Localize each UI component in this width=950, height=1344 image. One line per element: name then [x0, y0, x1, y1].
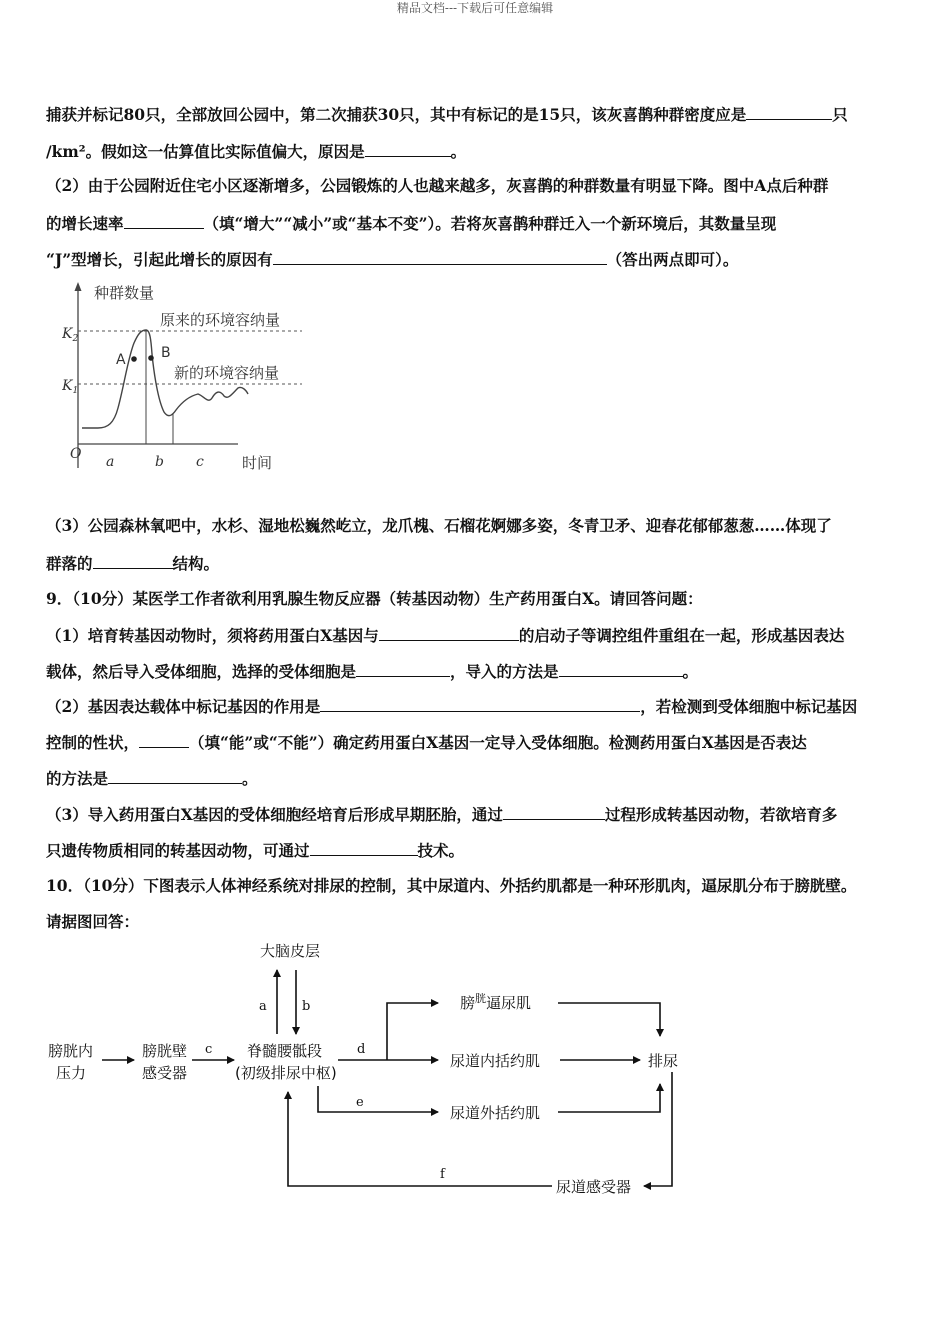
text-line-l7 — [46, 552, 219, 575]
point-b-label: B — [161, 345, 171, 361]
text-segment: （2）基因表达载体中标记基因的作用是 — [46, 697, 321, 716]
label-f: f — [440, 1167, 445, 1182]
text-segment: /km²。假如这一估算值比实际值偏大，原因是 — [46, 142, 365, 161]
spinal-center-label-1: 脊髓腰骶段 — [247, 1042, 323, 1060]
text-line-l8 — [46, 588, 703, 610]
detrusor-label: 膀$^胱$逼尿肌 — [460, 992, 532, 1012]
text-segment: （填“能”或“不能”）确定药用蛋白X基因一定导入受体细胞。检测药用蛋白X基因是否表达 — [189, 733, 807, 752]
text-line-l17 — [46, 911, 139, 933]
text-line-l9 — [46, 624, 844, 647]
text-segment: （2）由于公园附近住宅小区逐渐增多，公园锻炼的人也越来越多，灰喜鹊的种群数量有明显下降。图中A点后种群 — [46, 176, 829, 195]
text-segment: 。 — [450, 142, 467, 161]
answer-blank[interactable] — [379, 624, 519, 641]
text-segment: ，导入的方法是 — [450, 662, 559, 681]
answer-blank[interactable] — [310, 839, 418, 856]
page-header: 精品文档---下载后可任意编辑 — [396, 1, 554, 15]
text-line-l3 — [46, 175, 828, 197]
text-line-l10 — [46, 660, 698, 683]
k2-label: $K_2$ — [62, 326, 79, 344]
text-segment: ，若检测到受体细胞中标记基因 — [640, 697, 858, 716]
point-a-marker — [131, 356, 137, 362]
tick-c-label: c — [196, 454, 204, 470]
text-segment: 的启动子等调控组件重组在一起，形成基因表达 — [518, 626, 845, 645]
text-segment: 的方法是 — [46, 769, 109, 788]
spinal-center-label-2: (初级排尿中枢) — [235, 1064, 337, 1082]
text-segment: 。 — [682, 662, 699, 681]
answer-blank[interactable] — [139, 731, 189, 748]
answer-blank[interactable] — [124, 212, 204, 229]
arrow-to-urethra-receptor — [644, 1072, 672, 1186]
tick-a-label: a — [106, 454, 115, 470]
population-graph — [62, 278, 322, 478]
answer-blank[interactable] — [746, 103, 832, 120]
text-segment: 结构。 — [172, 554, 220, 573]
text-line-l5 — [46, 248, 738, 271]
arrow-d-branch — [387, 1003, 438, 1060]
text-line-l12 — [46, 731, 807, 754]
bladder-receptor-label-1: 膀胱壁 — [142, 1042, 188, 1060]
urination-label: 排尿 — [648, 1052, 679, 1070]
urination-control-diagram — [40, 936, 740, 1206]
new-capacity-label: 新的环境容纳量 — [174, 364, 280, 382]
text-segment: 捕获并标记80只，全部放回公园中，第二次捕获30只，其中有标记的是15只，该灰喜鹊种群密度应是 — [46, 105, 747, 124]
text-segment: 10．（10分）下图表示人体神经系统对排尿的控制，其中尿道内、外括约肌都是一种环形肌肉，逼尿肌分布于膀胱壁。 — [46, 876, 857, 895]
text-segment: （3）导入药用蛋白X基因的受体细胞经培育后形成早期胚胎，通过 — [46, 805, 503, 824]
original-capacity-label: 原来的环境容纳量 — [160, 311, 281, 329]
tick-b-label: b — [155, 454, 164, 470]
answer-blank[interactable] — [273, 248, 607, 265]
answer-blank[interactable] — [356, 660, 450, 677]
outer-sphincter-label: 尿道外括约肌 — [450, 1104, 541, 1122]
text-segment: （答出两点即可）。 — [606, 250, 739, 269]
text-line-l15 — [46, 839, 464, 862]
x-axis-label: 时间 — [242, 454, 273, 472]
text-segment: 技术。 — [417, 841, 465, 860]
text-line-l6 — [46, 515, 832, 537]
answer-blank[interactable] — [93, 552, 173, 569]
text-segment: 。 — [242, 769, 258, 788]
cortex-label: 大脑皮层 — [260, 942, 321, 960]
text-line-l2 — [46, 140, 466, 163]
text-segment: 群落的 — [46, 554, 93, 573]
text-segment: 只 — [832, 105, 848, 124]
text-segment: 只遗传物质相同的转基因动物，可通过 — [46, 841, 310, 860]
text-line-l11 — [46, 695, 857, 718]
bladder-pressure-label-2: 压力 — [56, 1064, 87, 1082]
label-a: a — [259, 999, 267, 1014]
label-e: e — [356, 1095, 364, 1110]
arrow-outer-to-urination — [558, 1084, 660, 1112]
label-c: c — [205, 1042, 213, 1057]
text-segment: “J”型增长，引起此增长的原因有 — [46, 250, 273, 269]
y-axis-arrow — [75, 282, 82, 291]
answer-blank[interactable] — [503, 803, 605, 820]
answer-blank[interactable] — [108, 767, 242, 784]
point-a-label: A — [116, 352, 126, 368]
arrow-e — [318, 1086, 438, 1112]
text-line-l16 — [46, 875, 856, 897]
inner-sphincter-label: 尿道内括约肌 — [450, 1052, 541, 1070]
text-segment: （填“增大”“减小”或“基本不变”）。若将灰喜鹊种群迁入一个新环境后，其数量呈现 — [203, 214, 777, 233]
text-line-l1 — [46, 103, 848, 126]
text-segment: 的增长速率 — [46, 214, 124, 233]
bladder-pressure-label-1: 膀胱内 — [48, 1042, 94, 1060]
text-segment: （1）培育转基因动物时，须将药用蛋白X基因与 — [46, 626, 379, 645]
text-line-l14 — [46, 803, 837, 826]
text-line-l4 — [46, 212, 776, 235]
origin-label: O — [70, 446, 82, 462]
k1-label: $K_1$ — [62, 378, 79, 396]
label-d: d — [357, 1042, 366, 1057]
text-segment: 9．（10分）某医学工作者欲利用乳腺生物反应器（转基因动物）生产药用蛋白X。请回答问题： — [46, 589, 703, 608]
urethra-receptor-label: 尿道感受器 — [556, 1178, 632, 1196]
label-b: b — [302, 999, 311, 1014]
answer-blank[interactable] — [365, 140, 451, 157]
text-segment: 请据图回答： — [46, 912, 140, 931]
y-axis-label: 种群数量 — [94, 284, 155, 302]
text-segment: 过程形成转基因动物，若欲培育多 — [604, 805, 838, 824]
text-line-l13 — [46, 767, 258, 790]
answer-blank[interactable] — [559, 660, 683, 677]
answer-blank[interactable] — [320, 695, 640, 712]
text-segment: （3）公园森林氧吧中，水杉、湿地松巍然屹立，龙爪槐、石榴花婀娜多姿，冬青卫矛、迎春花郁郁葱葱……体现了 — [46, 516, 832, 535]
text-segment: 载体，然后导入受体细胞，选择的受体细胞是 — [46, 662, 357, 681]
point-b-marker — [148, 355, 154, 361]
text-segment: 控制的性状， — [46, 733, 140, 752]
arrow-detrusor-to-urination — [558, 1003, 660, 1036]
bladder-receptor-label-2: 感受器 — [142, 1064, 188, 1082]
